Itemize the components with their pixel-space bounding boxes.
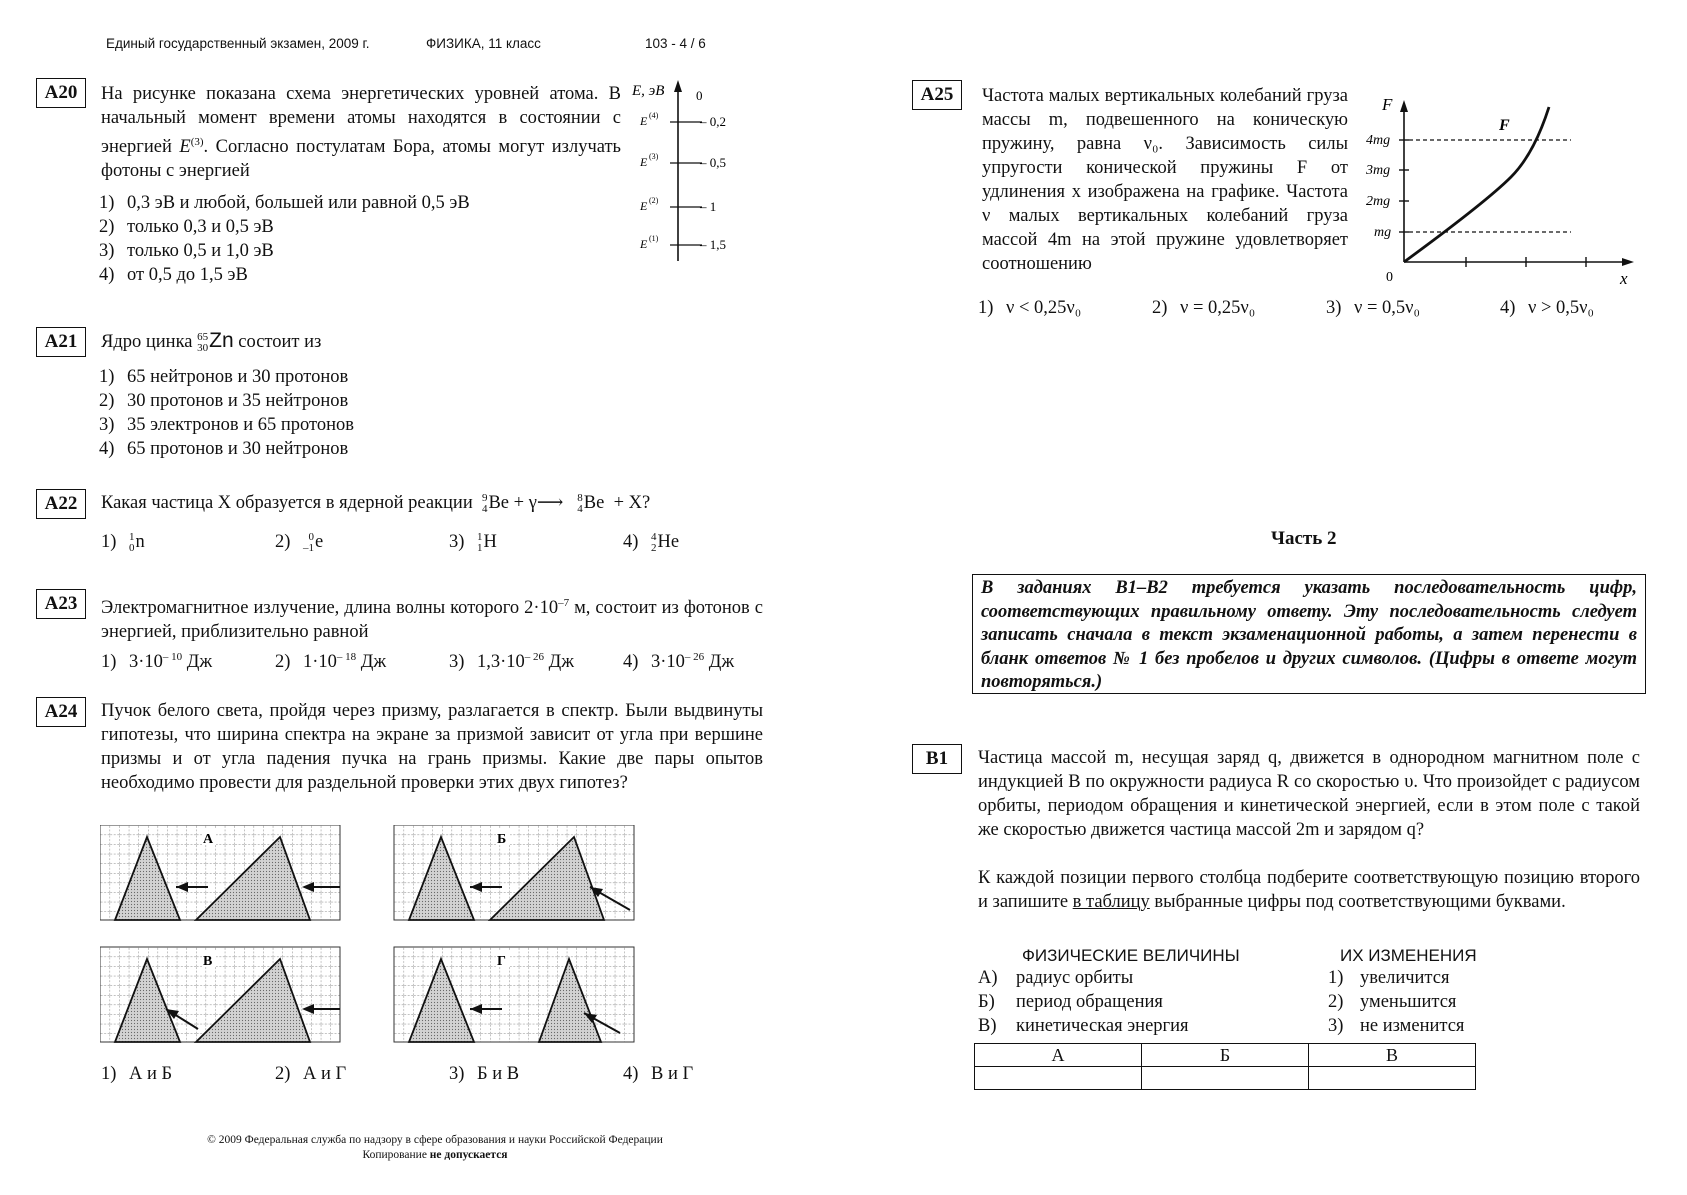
level-2-sup: (2)	[649, 196, 659, 205]
a22-text: Какая частица X образуется в ядерной реакции 9 4 Be + γ⟶ 8 4 Be + X?	[101, 491, 651, 515]
panel-label-v: В	[203, 954, 213, 969]
panel-b	[394, 825, 634, 920]
b1-col2-item-1: 1) увеличится	[1328, 968, 1450, 988]
header-subject: ФИЗИКА, 11 класс	[426, 36, 541, 51]
question-label-a20: A20	[36, 78, 86, 108]
a20-option-2[interactable]: 2) только 0,3 и 0,5 эВ	[99, 217, 274, 237]
a23-option-4[interactable]: 4) $3\cdot 10^{- 26}$ Дж	[623, 651, 735, 673]
a24-text: Пучок белого света, пройдя через призму, разлагается в спектр. Были выдвинуты гипотезы, что ширина спектра на экране за призмой зависит от угла при вершине призмы и от угла падения пучка на грань призмы. Какие две пары опытов необходимо провести для раздельной проверки этих двух гипотез?	[101, 701, 763, 793]
part2-instruction: В заданиях В1–В2 требуется указать последовательность цифр, соответствующих правильному ответу. Эту последовательность следует записать сначала в текст экзаменационной работы, а затем перенести в бланк ответов № 1 без пробелов и других символов. (Цифры в ответе могут повторяться.)	[972, 574, 1646, 694]
prism-experiments	[100, 825, 640, 1047]
force-curve	[1404, 107, 1549, 262]
axis-arrow-icon	[674, 80, 682, 92]
header-page: 103 - 4 / 6	[645, 36, 706, 51]
energy-level-diagram	[630, 78, 740, 268]
panel-a	[100, 825, 340, 920]
level-2-name: E	[640, 199, 648, 213]
question-label-a21: A21	[36, 327, 86, 357]
panel-label-b: Б	[497, 832, 507, 847]
b1-col1-item-a: А) радиус орбиты	[978, 968, 1134, 988]
a20-option-1[interactable]: 1) 0,3 эВ и любой, большей или равной 0,5 эВ	[99, 193, 470, 213]
level-3-sup: (3)	[649, 152, 659, 161]
a25-option-3[interactable]: 3) ν = 0,5ν₀	[1326, 298, 1420, 318]
level-3-name: E	[640, 155, 648, 169]
answer-table-input-row	[975, 1067, 1476, 1090]
b1-col2-item-2: 2) уменьшится	[1328, 992, 1457, 1012]
level-4-value: – 0,2	[700, 114, 726, 129]
b1-answer-table	[974, 1043, 1476, 1090]
b1-col2-header: ИХ ИЗМЕНЕНИЯ	[1340, 946, 1477, 965]
a22-option-2[interactable]: 2) 0 –1 e	[275, 530, 324, 554]
answer-header-a: А	[975, 1044, 1142, 1067]
level-1-value: – 1,5	[700, 237, 726, 252]
b1-text: Частица массой m, несущая заряд q, движется в однородном магнитном поле с индукцией B по окружности радиуса R со скоростью υ. Что произойдет с радиусом орбиты, периодом обращения и кинетической энергией, если в этом поле с такой же скоростью движется частица массой 2m и зарядом q?	[978, 748, 1640, 840]
graph-y-label: F	[1382, 95, 1393, 114]
part2-title: Часть 2	[1271, 528, 1337, 549]
a24-option-1[interactable]: 1) А и Б	[101, 1064, 173, 1084]
a25-option-2[interactable]: 2) ν = 0,25ν₀	[1152, 298, 1256, 318]
a25-text: Частота малых вертикальных колебаний груза массы m, подвешенного на коническую пружину, равна ν₀. Зависимость силы упругости конической пружины F от удлинения x изображена на графике. Частота ν малых вертикальных колебаний груза массой 4m на этой пружине удовлетворяет соотношению	[982, 86, 1348, 274]
a23-option-1[interactable]: 1) $3\cdot 10^{- 10}$ Дж	[101, 651, 213, 673]
b1-col1-item-b: Б) период обращения	[978, 992, 1163, 1012]
a24-option-2[interactable]: 2) А и Г	[275, 1064, 347, 1084]
a25-option-4[interactable]: 4) ν > 0,5ν₀	[1500, 298, 1594, 318]
a23-option-3[interactable]: 3) $1,3\cdot 10^{- 26}$ Дж	[449, 651, 575, 673]
answer-cell-v[interactable]	[1309, 1067, 1476, 1090]
level-4-sup: (4)	[649, 111, 659, 120]
a22-option-1[interactable]: 1) 1 0 n	[101, 530, 145, 554]
b1-col2-item-3: 3) не изменится	[1328, 1016, 1465, 1036]
a21-text: Ядро цинка 65 30 Zn состоит из	[101, 329, 322, 354]
question-label-a25: A25	[912, 80, 962, 110]
curve-label: F	[1499, 117, 1510, 134]
panel-g	[394, 947, 634, 1042]
a20-option-4[interactable]: 4) от 0,5 до 1,5 эВ	[99, 265, 248, 285]
question-label-a23: A23	[36, 589, 86, 619]
level-3-value: – 0,5	[700, 155, 726, 170]
question-label-a22: A22	[36, 489, 86, 519]
question-label-b1: B1	[912, 744, 962, 774]
a24-option-4[interactable]: 4) В и Г	[623, 1064, 694, 1084]
level-1-name: E	[640, 237, 648, 251]
tick-mg: mg	[1374, 225, 1392, 240]
a23-text: Электромагнитное излучение, длина волны которого $2\cdot 10^{-7}$ м, состоит из фотонов с энергией, приблизительно равной	[101, 597, 764, 643]
level-4-name: E	[640, 114, 648, 128]
a22-option-3[interactable]: 3) 1 1 H	[449, 530, 497, 554]
a20-option-3[interactable]: 3) только 0,5 и 1,0 эВ	[99, 241, 274, 261]
b1-col1-item-v: В) кинетическая энергия	[978, 1016, 1189, 1036]
footer-copy-notice: Копирование не допускается	[362, 1149, 508, 1161]
level-2-value: – 1	[700, 199, 717, 214]
graph-origin-label: 0	[1386, 270, 1393, 285]
a24-option-3[interactable]: 3) Б и В	[449, 1064, 520, 1084]
a21-option-2[interactable]: 2) 30 протонов и 35 нейтронов	[99, 391, 349, 411]
question-label-a24: A24	[36, 697, 86, 727]
answer-header-b: Б	[1142, 1044, 1309, 1067]
energy-axis-label: E, эВ	[632, 83, 665, 99]
a21-option-1[interactable]: 1) 65 нейтронов и 30 протонов	[99, 367, 349, 387]
tick-3mg: 3mg	[1366, 163, 1391, 178]
answer-header-v: В	[1309, 1044, 1476, 1067]
tick-2mg: 2mg	[1366, 194, 1391, 209]
a21-option-3[interactable]: 3) 35 электронов и 65 протонов	[99, 415, 355, 435]
b1-col1-header: ФИЗИЧЕСКИЕ ВЕЛИЧИНЫ	[1022, 946, 1240, 965]
a22-option-4[interactable]: 4) 4 2 He	[623, 530, 680, 554]
footer-copyright: © 2009 Федеральная служба по надзору в сфере образования и науки Российской Федерации	[207, 1134, 663, 1146]
panel-label-g: Г	[497, 954, 506, 969]
panel-v	[100, 947, 340, 1042]
b1-instruction: К каждой позиции первого столбца подберите соответствующую позицию второго и запишите в таблицу выбранные цифры под соответствующими буквами.	[978, 868, 1640, 912]
a23-option-2[interactable]: 2) $1\cdot 10^{- 18}$ Дж	[275, 651, 387, 673]
answer-cell-a[interactable]	[975, 1067, 1142, 1090]
y-axis-arrow-icon	[1400, 100, 1408, 112]
a20-text: На рисунке показана схема энергетических уровней атома. В начальный момент времени атомы находятся в состоянии с энергией $E^{(3)}$. Согласно постулатам Бора, атомы могут излучать фотоны с энергией	[101, 84, 621, 182]
reaction-arrow-icon: ⟶	[536, 493, 564, 513]
force-extension-graph	[1366, 92, 1636, 292]
graph-x-label: x	[1620, 269, 1628, 288]
a25-option-1[interactable]: 1) ν < 0,25ν₀	[978, 298, 1082, 318]
a21-option-4[interactable]: 4) 65 протонов и 30 нейтронов	[99, 439, 349, 459]
header-exam: Единый государственный экзамен, 2009 г.	[106, 36, 370, 51]
answer-table-header-row	[975, 1044, 1476, 1067]
x-axis-arrow-icon	[1622, 258, 1634, 266]
answer-cell-b[interactable]	[1142, 1067, 1309, 1090]
tick-4mg: 4mg	[1366, 133, 1391, 148]
level-1-sup: (1)	[649, 234, 659, 243]
panel-label-a: А	[203, 832, 214, 847]
energy-zero-label: 0	[696, 88, 703, 103]
